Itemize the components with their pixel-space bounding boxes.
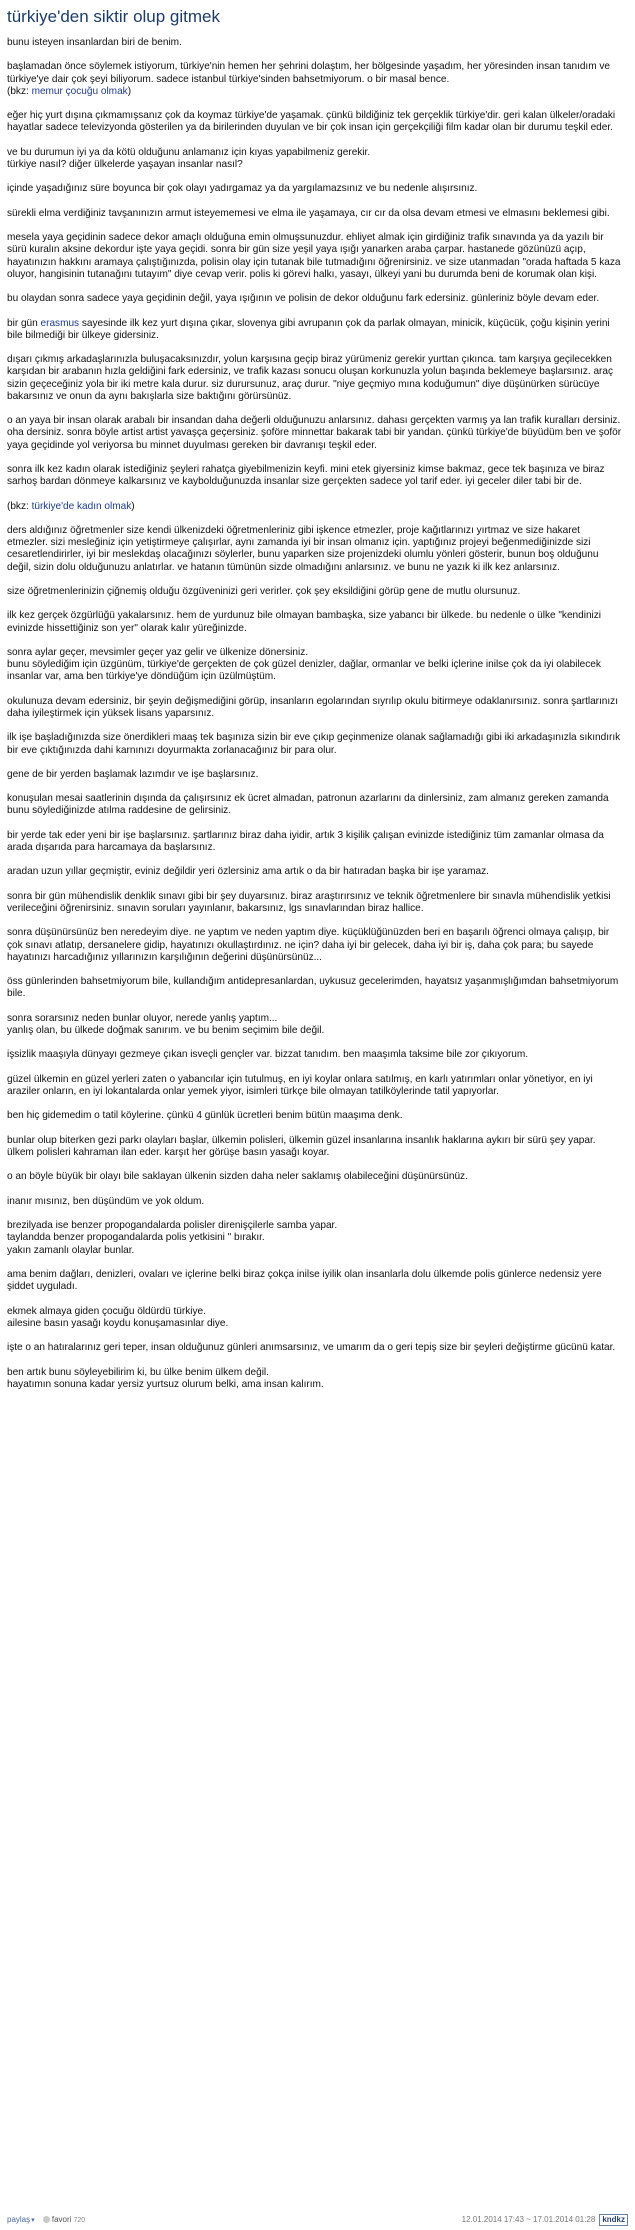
entry-text: mesela yaya geçidinin sadece dekor amaçlı olduğuna emin olmuşsunuzdur. ehliyet almak için girdiğiniz trafik sınavında ya da yazılı bir sürü kuralın aksine dekordur işte yaya geçidi. sonra bir gün size yeşil yaya ışığı yanarken araba çarpar. hastanede gözünüzü açıp, hayatınızın hakkını aramaya çalıştığınızda, polisin olay için tutanak bile tutmadığını öğrenirsiniz. ve size utanmadan "orada haftada 5 kaza oluyor, hangisinin tutanağını tutayım" diye cevap verir. polis ki görevi halkı, yasayı, ülkeyi yani bu durumda beni de korumak olan kişi. <box>7 232 621 280</box>
entry-paragraph <box>7 1196 622 1208</box>
entry-text: konuşulan mesai saatlerinin dışında da çalışırsınız ek ücret almadan, patronun azarlarını da dinlersiniz, zam almanız gereken zamanda bunu söylediğinizde atılma raddesine de gelirsiniz. <box>7 793 609 817</box>
page-title[interactable]: türkiye'den siktir olup gitmek <box>7 7 220 26</box>
entry-text: bunlar olup biterken gezi parkı olayları başlar, ülkemin polisleri, ülkemin güzel insanlarına insanlık haklarına aykırı bir sürü şey yapar. ülkem polisleri kahraman ilan eder. karşıt her görüşe basın yasağı koyar. <box>7 1134 596 1159</box>
entry-paragraph <box>7 1269 622 1293</box>
entry-paragraph <box>7 866 622 878</box>
entry-text: güzel ülkemin en güzel yerleri zaten o yabancılar için tutulmuş, en iyi koylar onlara satılmış, en karlı yatırımları onlar yönetiyor, en iyi araziler onların, en iyi lokantalarda onlar yemek yiyor, isimleri türkçe bile olmayan tatilköylerinde tatil yapıyorlar. <box>7 1073 593 1098</box>
entry-paragraph <box>7 793 622 817</box>
entry-text: sonra aylar geçer, mevsimler geçer yaz gelir ve ülkenize dönersiniz. <box>7 646 309 658</box>
entry-paragraph <box>7 1135 622 1159</box>
entry-paragraph <box>7 769 622 781</box>
entry-paragraph <box>7 293 622 305</box>
entry-text: ilk işe başladığınızda size önerdikleri maaş tek başınıza sizin bir eve çıkıp geçinmenize olanak sağlamadığı gibi iki arkadaşınızla sıkındırık bir eve çıktığınızda dahi karnınızı doyurmakta zorlanacağınız bir para olur. <box>7 732 621 756</box>
entry-text: o an böyle büyük bir olayı bile saklayan ülkenin sizden daha neler saklamış olabileceğini düşünürsünüz. <box>7 1171 468 1183</box>
entry-paragraph <box>7 232 622 281</box>
entry-content <box>7 37 622 1391</box>
entry-text: ama benim dağları, denizleri, ovaları ve içlerine belki biraz çokça inilse iyilik olan insanlarla dolu ülkemde polis günlerce nedensiz yere şiddet uyguladı. <box>7 1268 602 1293</box>
entry-text: sonra ilk kez kadın olarak istediğiniz şeyleri rahatça giyebilmenizin keyfi. mini etek giyersiniz kimse bakmaz, gece tek başınıza ve biraz sarhoş bardan dönmeye kalkarsınız ve kaybolduğunuzda insanlar size gerçekten sadece yol tarif eder. iyi geceler diler tabi bir de. <box>7 463 605 488</box>
entry-text: içinde yaşadığınız süre boyunca bir çok olayı yadırgamaz ya da yargılamazsınız ve bu nedenle alışırsınız. <box>7 183 478 195</box>
entry-text: brezilyada ise benzer propogandalarda polisler direnişçilerle samba yapar. <box>7 1220 338 1232</box>
entry-paragraph <box>7 501 622 513</box>
entry-text: ders aldığınız öğretmenler size kendi ülkenizdeki öğretmenleriniz gibi işkence etmezler, proje kağıtlarınızı yırtmaz ve size hakaret etmezler. sizi mesleğiniz için yetiştirmeye çalışırlar, aynı zamanda iyi bir insan olmanız için. yaptığınız projeyi beğenmediğinizde sizi cesaretlendirirler, iyi bir meslekdaş olacağınızı söylerler, bunu yaparken size projenizdeki olumlu yönleri gösterir, bunun boş olduğunu değil, sizin dolu olduğunuzu anlatırlar. ve hatanın tümünün sizde olmadığını anlarsınız. ve bunu ne yazık ki ilk kez anlarsınız. <box>7 524 599 573</box>
entry-text: türkiye nasıl? diğer ülkelerde yaşayan insanlar nasıl? <box>7 158 243 170</box>
chevron-down-icon[interactable]: ▾ <box>31 2217 35 2224</box>
entry-paragraph <box>7 1171 622 1183</box>
entry-text: dışarı çıkmış arkadaşlarınızla buluşacaksınızdır, yolun karşısına geçip biraz yürümeniz gerekir yurttan çıkınca. tam karşıya geçilecekken karşıdan bir arabanın hızla geldiğini fark edersiniz, ve trafik kazası sonucu oluşan korkunuzla yolun başında beklemeye başlarsınız. araç sizin geçeceğiniz yola bir iki metre kala durur. siz durursunuz, araç durur. "niye geçmiyo mına koduğumun" diye düşünürken sürücüye bakarsınız ve onun da aynı bakışlarla size baktığını görürsünüz. <box>7 354 614 402</box>
entry-paragraph <box>7 415 622 452</box>
entry-text: işte o an hatıralarınız geri teper, insan olduğunuz günleri anımsarsınız, ve umarım da o geri tepiş size bir şeyleri değiştirme gücünü katar. <box>7 1342 616 1354</box>
entry-text: ben hiç gidemedim o tatil köylerine. çünkü 4 günlük ücretleri benim bütün maaşıma denk. <box>7 1110 403 1122</box>
entry-paragraph <box>7 610 622 634</box>
entry-text: başlamadan önce söylemek istiyorum, türkiye'nin hemen her şehrini dolaştım, her bölgesinde yaşadım, her yöresinden insan tanıdım ve türkiye'ye dair çok şeyi biliyorum. sadece istanbul türkiye'sinden bahsetmiyorum. o bir masal bence. <box>7 61 611 85</box>
entry-text: bir yerde tak eder yeni bir işe başlarsınız. şartlarınız biraz daha iyidir, artık 3 kişilik çalışan evinizde istediğiniz tüm zamanlar olmasa da arada dışarıda para harcamaya da başlarsınız. <box>7 829 604 854</box>
bkz-link[interactable]: memur çocuğu olmak <box>31 85 128 97</box>
entry-text: sürekli elma verdiğiniz tavşanınızın armut isteyememesi ve elma ile yaşamaya, cır cır da olsa devam etmesi ve elmasını beklemesi gibi. <box>7 207 610 219</box>
bkz-link[interactable]: erasmus <box>40 317 80 329</box>
entry-dates[interactable]: 12.01.2014 17:43 ~ 17.01.2014 01:28 <box>461 2215 596 2224</box>
entry-text: (bkz: <box>7 85 32 97</box>
favorite-button[interactable]: favori <box>51 2215 72 2224</box>
entry-text: eğer hiç yurt dışına çıkmamışsanız çok da koymaz türkiye'de yaşamak. çünkü bildiğiniz tek gerçeklik türkiye'dir. geri kalan ülkeler/oradaki hayatlar sadece televizyonda gösterilen ya da birilerinden duyulan ve bir çok insan için gerçekçiliği film kadar olan bir durumu teşkil eder. <box>7 110 616 134</box>
entry-text: işsizlik maaşıyla dünyayı gezmeye çıkan isveçli gençler var. bizzat tanıdım. ben maaşımla taksime bile zor çıkıyorum. <box>7 1049 529 1061</box>
entry-paragraph <box>7 37 622 49</box>
entry-paragraph <box>7 464 622 488</box>
entry-paragraph <box>7 647 622 684</box>
entry-paragraph <box>7 208 622 220</box>
entry-meta <box>462 2214 628 2226</box>
entry-text: sonra sorarsınız neden bunlar oluyor, nerede yanlış yaptım... <box>7 1012 278 1024</box>
share-button[interactable]: paylaş <box>7 2215 31 2224</box>
entry-text: ben artık bunu söyleyebilirim ki, bu ülke benim ülkem değil. <box>7 1366 269 1378</box>
favorite-icon[interactable] <box>43 2216 50 2223</box>
entry-text: bir gün <box>7 317 41 329</box>
entry-text: bu olaydan sonra sadece yaya geçidinin değil, yaya ışığının ve polisin de dekor olduğunu fark edersiniz. günleriniz böyle devam eder. <box>7 293 600 305</box>
entry-text: aradan uzun yıllar geçmiştir, eviniz değildir yeri özlersiniz ama artık o da bir hatıradan başka bir işe yaramaz. <box>7 866 489 878</box>
entry-text: hayatımın sonuna kadar yersiz yurtsuz olurum belki, ama insan kalırım. <box>7 1378 324 1390</box>
entry-text: (bkz: <box>7 500 32 512</box>
entry-text: size öğretmenlerinizin çiğnemiş olduğu özgüveninizi geri verirler. çok şey eksildiğini görüp gene de mutlu olursunuz. <box>7 585 521 597</box>
entry-text: ) <box>131 500 135 512</box>
entry-text: okulunuza devam edersiniz, bir şeyin değişmediğini görüp, insanların egolarından sıyrılıp okulu bitirmeye odaklanırsınız. sonra şartlarınızı daha iyileştirmek için yüksek lisans yaparsınız. <box>7 695 618 719</box>
entry-text: bunu isteyen insanlardan biri de benim. <box>7 37 182 48</box>
entry-text: gene de bir yerden başlamak lazımdır ve işe başlarsınız. <box>7 768 259 780</box>
entry-text: taylandda benzer propogandalarda polis yetkisini " bırakır. <box>7 1232 265 1244</box>
favorite-count: 720 <box>73 2217 86 2224</box>
entry-text: yakın zamanlı olaylar bunlar. <box>7 1244 135 1256</box>
entry-paragraph <box>7 1074 622 1098</box>
entry-text: o an yaya bir insan olarak arabalı bir insandan daha değerli olduğunuzu anlarsınız. dahası gerçekten varmış ya lan trafik kuralları dersiniz. oha dersiniz. sonra böyle artist artist yavaşça geçersiniz. şoföre minnettar bakarak tabi bir yandan. çünkü türkiye'de büyüdüm ben ve şoför yaya geçidinde yol veriyorsa bu minnet duyulması gereken bir davranışı teşkil eder. <box>7 415 622 451</box>
entry-text: yanlış olan, bu ülkede doğmak sanırım. ve bu benim seçimim bile değil. <box>7 1025 325 1037</box>
entry-text: öss günlerinden bahsetmiyorum bile, kullandığım antidepresanlardan, uykusuz gecelerimden, hayatsız yaşanmışlığımdan bahsetmiyorum bile. <box>7 976 619 1000</box>
entry-paragraph <box>7 1013 622 1037</box>
entry-text: sonra bir gün mühendislik denklik sınavı gibi bir şey duyarsınız. biraz araştırırsınız ve teknik öğretmenlere bir sınavla mühendislik yetkisi verileceğini öğrenirsiniz. sınavın soruları yayınlanır, bakarsınız, lgs sınavlarından biraz hallice. <box>7 890 611 915</box>
entry-paragraph <box>7 732 622 756</box>
entry-paragraph <box>7 61 622 98</box>
entry-text: sonra düşünürsünüz ben neredeyim diye. ne yaptım ve neden yaptım diye. küçüklüğünüzden beri en başarılı öğrenci olmaya çalışıp, bir çok sınavı atlatıp, dersanelere gidip, hayatınızı okullaştırdınız. ne için? daha iyi bir gelecek, daha iyi bir iş, daha çok para; bu sayede hayatınızı harcadığınız yıllarınızın karşılığının değerini düşünürsünüz... <box>7 927 610 963</box>
entry-paragraph <box>7 1367 622 1391</box>
entry-paragraph <box>7 1220 622 1257</box>
entry-text: inanır mısınız, ben düşündüm ve yok oldum. <box>7 1195 205 1207</box>
entry-text: sayesinde ilk kez yurt dışına çıkar, slovenya gibi avrupanın çok da parlak olmayan, minicik, küçücük, çoğu kişinin yerini bile bilmediği bir ülkeye gidersiniz. <box>7 317 610 341</box>
entry-paragraph <box>7 1342 622 1354</box>
author-link[interactable]: kndkz <box>599 2214 628 2226</box>
entry-paragraph <box>7 1049 622 1061</box>
entry-paragraph <box>7 927 622 964</box>
entry-paragraph <box>7 147 622 171</box>
entry-text: bunu söylediğim için üzgünüm, türkiye'de gerçekten de çok güzel denizler, dağlar, ormanlar ve belki içlerine inilse çok da iyi olabilecek insanlar var, ama ben türkiye'ye döndüğüm için üzülmüştüm. <box>7 659 601 683</box>
bkz-link[interactable]: türkiye'de kadın olmak <box>31 500 132 512</box>
entry-paragraph <box>7 110 622 134</box>
entry-paragraph <box>7 830 622 854</box>
entry-paragraph <box>7 318 622 342</box>
entry-paragraph <box>7 976 622 1000</box>
entry-footer <box>7 2214 628 2226</box>
entry-paragraph <box>7 1306 622 1330</box>
entry-paragraph <box>7 891 622 915</box>
entry-text: ilk kez gerçek özgürlüğü yakalarsınız. hem de yurdunuz bile olmayan bambaşka, size yabancı bir ülkede. bu nedenle o ülke "kendinizi evinizde hissettiğiniz son yer" olarak kalır yüreğinizde. <box>7 610 602 634</box>
entry-text: ) <box>127 85 132 97</box>
entry-text: ve bu durumun iyi ya da kötü olduğunu anlamanız için kıyas yapabilmeniz gerekir. <box>7 146 371 158</box>
entry-paragraph <box>7 1110 622 1122</box>
entry-paragraph <box>7 525 622 574</box>
entry-paragraph <box>7 696 622 720</box>
entry-paragraph <box>7 354 622 403</box>
entry-text: ailesine basın yasağı koydu konuşamasınlar diye. <box>7 1317 229 1329</box>
entry-text: ekmek almaya giden çocuğu öldürdü türkiye. <box>7 1305 206 1317</box>
entry-actions <box>7 2214 85 2227</box>
entry-paragraph <box>7 586 622 598</box>
entry-paragraph <box>7 183 622 195</box>
